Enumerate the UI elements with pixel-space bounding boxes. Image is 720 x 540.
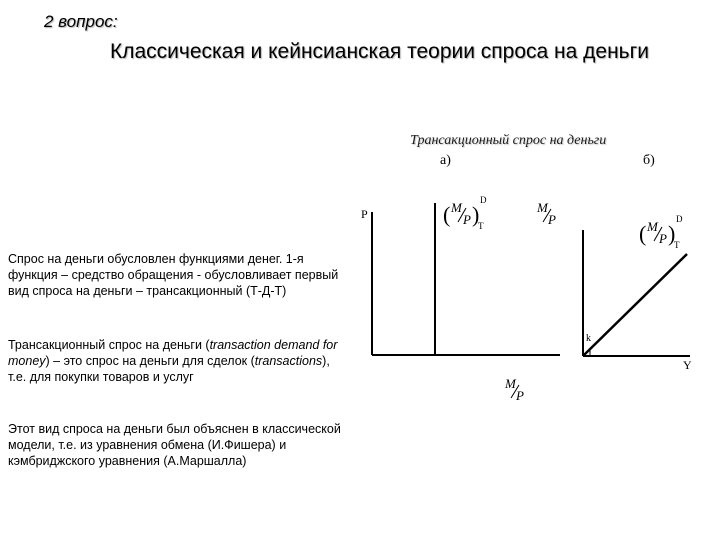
paragraph-classical-model: Этот вид спроса на деньги был объяснен в классической модели, т.е. из уравнения обмена (И.Фишера) и кэмбриджского уравнения (А.Маршалла) [8,422,341,468]
svg-text:): ) [472,202,480,227]
term-transactions: transactions [254,354,323,368]
figure-title: Трансакционный спрос на деньги [410,133,607,148]
panel-a-x-axis-label [504,376,524,403]
question-number: 2 вопрос: [44,12,118,31]
panel-b-x-axis-label: Y [683,358,692,372]
svg-text:M: M [505,376,516,391]
panel-a-y-axis-label: P [361,207,368,221]
paragraph-definition: Трансакционный спрос на деньги (transaction demand for money) – это спрос на деньги для сделок (transactions), т.е. для покупки товаров и услуг [8,338,338,384]
svg-text:(: ( [443,202,451,227]
panel-a-graph [361,195,560,403]
svg-text:(: ( [639,221,647,246]
slide-title: Классическая и кейнсианская теории спроса на деньги [110,40,650,63]
svg-text:T: T [674,240,680,250]
panel-b-demand-line [583,254,687,356]
panel-a-curve-label [443,195,487,231]
svg-text:D: D [676,214,683,224]
panel-b-slope-label: k [586,333,591,344]
svg-text:M: M [537,200,548,215]
svg-text:P: P [516,388,524,403]
svg-text:): ) [668,221,676,246]
svg-text:M: M [451,200,462,215]
svg-text:P: P [659,231,667,246]
svg-text:P: P [548,212,556,227]
svg-text:P: P [463,212,471,227]
panel-a-label: а) [440,153,451,168]
term-transaction-demand: transaction demand for money [8,338,338,368]
panel-b-graph [536,200,692,372]
panel-b-y-axis-label [536,200,556,227]
svg-text:T: T [478,221,484,231]
svg-text:M: M [647,219,658,234]
panel-b-curve-label [639,214,683,250]
panel-b-label: б) [643,153,655,168]
svg-text:D: D [480,195,487,205]
paragraph-functions: Спрос на деньги обусловлен функциями денег. 1-я функция – средство обращения - обусловливает первый вид спроса на деньги – трансакционный (Т-Д-Т) [8,252,339,298]
